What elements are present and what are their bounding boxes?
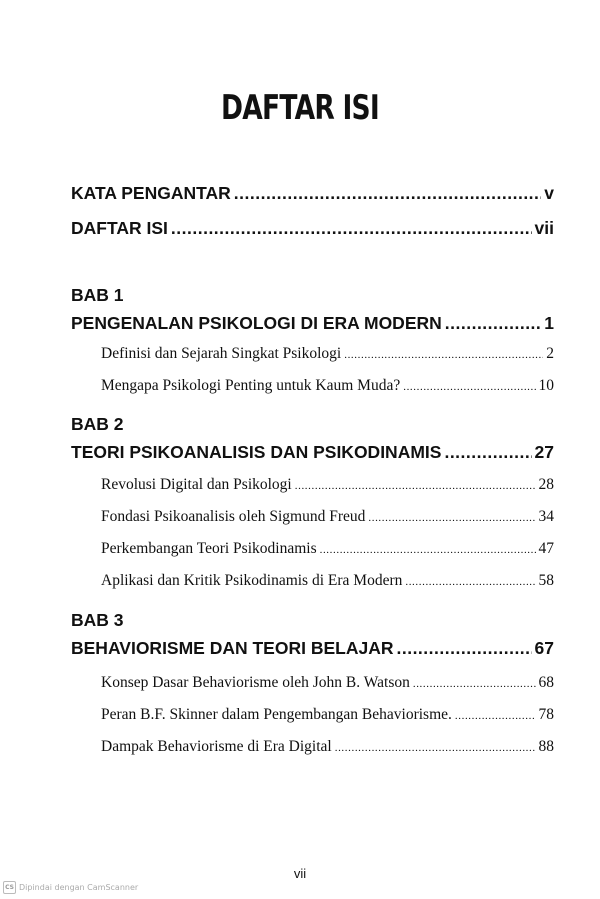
dot-leader bbox=[413, 678, 536, 690]
section-entry bbox=[101, 508, 554, 526]
section-label: Revolusi Digital dan Psikologi bbox=[101, 476, 292, 493]
dot-leader bbox=[455, 710, 536, 722]
section-entry bbox=[101, 540, 554, 558]
dot-leader bbox=[403, 381, 535, 393]
toc-entry-page: v bbox=[544, 183, 554, 203]
section-entry bbox=[101, 476, 554, 494]
chapter-title-entry bbox=[71, 638, 554, 659]
section-page: 58 bbox=[538, 572, 554, 589]
toc-entry-label: DAFTAR ISI bbox=[71, 218, 168, 238]
watermark-text: Dipindai dengan CamScanner bbox=[19, 883, 139, 892]
camscanner-logo-icon: CS bbox=[3, 881, 16, 894]
section-entry bbox=[101, 345, 554, 363]
section-entry bbox=[101, 377, 554, 395]
scanner-watermark bbox=[3, 881, 138, 894]
section-page: 34 bbox=[538, 508, 554, 525]
dot-leader bbox=[368, 512, 535, 524]
chapter-number: BAB 2 bbox=[71, 414, 124, 434]
section-page: 2 bbox=[546, 345, 554, 362]
section-label: Perkembangan Teori Psikodinamis bbox=[101, 540, 317, 557]
chapter-title-entry bbox=[71, 442, 554, 463]
dot-leader bbox=[295, 480, 536, 492]
chapter-page: 27 bbox=[534, 442, 554, 462]
section-label: Aplikasi dan Kritik Psikodinamis di Era Modern bbox=[101, 572, 403, 589]
section-page: 88 bbox=[538, 738, 554, 755]
section-entry bbox=[101, 706, 554, 724]
section-entry bbox=[101, 572, 554, 590]
section-label: Definisi dan Sejarah Singkat Psikologi bbox=[101, 345, 342, 362]
chapter-page: 1 bbox=[544, 313, 554, 333]
chapter-title: BEHAVIORISME DAN TEORI BELAJAR bbox=[71, 638, 394, 658]
dot-leader bbox=[405, 576, 535, 588]
toc-entry-daftar-isi bbox=[71, 218, 554, 239]
dot-leader bbox=[335, 742, 536, 754]
section-label: Dampak Behaviorisme di Era Digital bbox=[101, 738, 332, 755]
section-label: Peran B.F. Skinner dalam Pengembangan Behaviorisme. bbox=[101, 706, 452, 723]
chapter-number: BAB 1 bbox=[71, 285, 124, 305]
section-label: Mengapa Psikologi Penting untuk Kaum Muda? bbox=[101, 377, 401, 394]
toc-entry-label: KATA PENGANTAR bbox=[71, 183, 231, 203]
dot-leader bbox=[444, 442, 531, 463]
chapter-title: TEORI PSIKOANALISIS DAN PSIKODINAMIS bbox=[71, 442, 442, 462]
section-entry bbox=[101, 738, 554, 756]
section-entry bbox=[101, 674, 554, 692]
page-title: DAFTAR ISI bbox=[221, 88, 379, 128]
chapter-title-entry bbox=[71, 313, 554, 334]
section-page: 10 bbox=[538, 377, 554, 394]
section-page: 28 bbox=[538, 476, 554, 493]
dot-leader bbox=[344, 349, 543, 361]
section-page: 68 bbox=[538, 674, 554, 691]
chapter-page: 67 bbox=[534, 638, 554, 658]
section-label: Fondasi Psikoanalisis oleh Sigmund Freud bbox=[101, 508, 366, 525]
dot-leader bbox=[171, 218, 532, 239]
section-page: 47 bbox=[538, 540, 554, 557]
toc-entry-page: vii bbox=[534, 218, 554, 238]
dot-leader bbox=[234, 183, 542, 204]
section-page: 78 bbox=[538, 706, 554, 723]
dot-leader bbox=[396, 638, 531, 659]
dot-leader bbox=[320, 544, 536, 556]
section-label: Konsep Dasar Behaviorisme oleh John B. Watson bbox=[101, 674, 410, 691]
dot-leader bbox=[445, 313, 542, 334]
toc-entry-kata-pengantar bbox=[71, 183, 554, 204]
page-number: vii bbox=[293, 866, 307, 881]
chapter-number: BAB 3 bbox=[71, 610, 124, 630]
chapter-title: PENGENALAN PSIKOLOGI DI ERA MODERN bbox=[71, 313, 442, 333]
